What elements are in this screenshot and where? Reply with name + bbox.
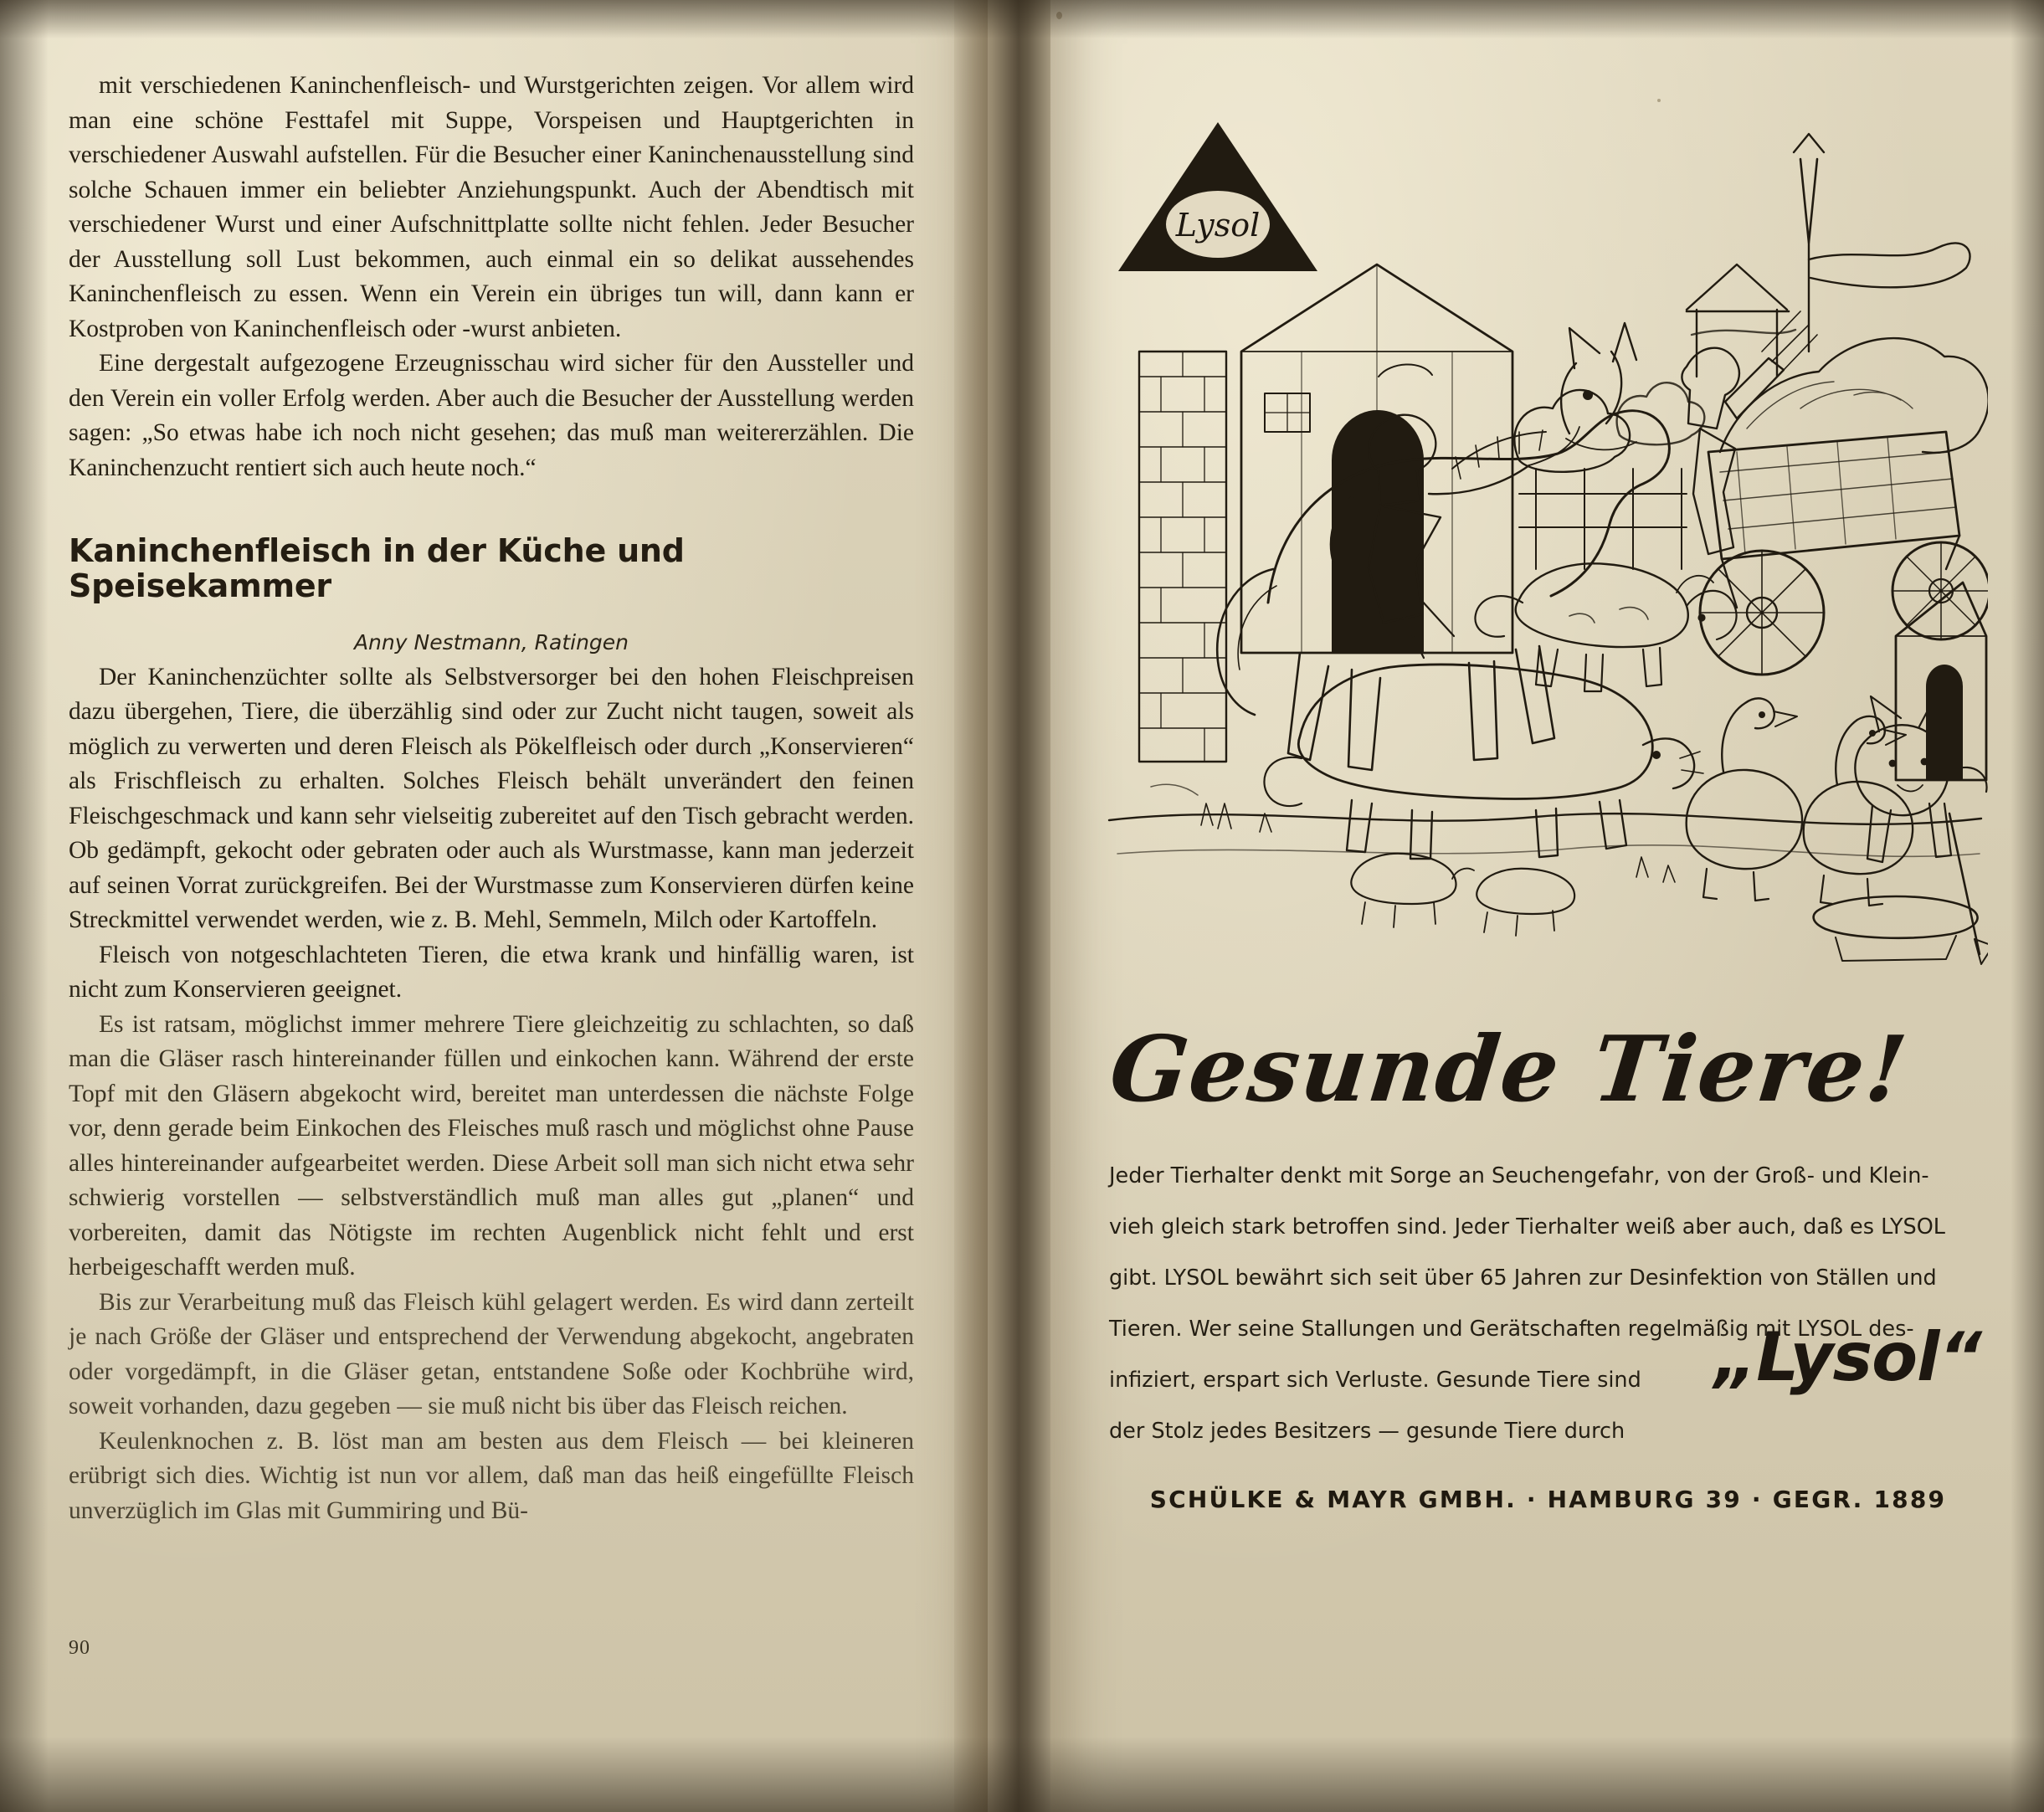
ad-body-line: vieh gleich stark betroffen sind. Jeder Tierhalter weiß aber auch, daß es LYSOL [1109, 1214, 1945, 1240]
lysol-advertisement [1101, 100, 1988, 1607]
ad-body-line: infiziert, erspart sich Verluste. Gesunde Tiere sind [1109, 1368, 1641, 1393]
right-page [1050, 0, 2044, 1812]
ad-body-line: der Stolz jedes Besitzers — gesunde Tiere durch [1109, 1419, 1625, 1444]
paragraph: Keulenknochen z. B. löst man am besten aus dem Fleisch — bei kleineren erübrigt sich dies. Wichtig ist nun vor allem, daß man das heiß eingefüllte Fleisch unverzüglich im Glas mit Gummiring und Bü- [69, 1427, 914, 1524]
lysol-logo [1113, 117, 1322, 276]
paper-speck [295, 1408, 299, 1412]
ad-headline: Gesunde Tiere! [1105, 1017, 1913, 1122]
paragraph: Es ist ratsam, möglichst immer mehrere Tiere gleichzeitig zu schlachten, so daß man die Gläser rasch hintereinander füllen und einkochen kann. Während der erste Topf mit den Gläsern abgekocht wird, bereitet man unterdessen die nächste Folge vor, denn gerade beim Einkochen des Fleisches muß rasch und möglichst ohne Pause alles hintereinander aufgearbeitet werden. Diese Arbeit soll man sich nicht etwa sehr schwierig vorstellen — selbstverständlich muß man alles gut „planen“ und vorbereiten, damit das Nötigste im rechten Augenblick nicht fehlt und erst herbeigeschafft werden muß. [69, 1010, 914, 1281]
lysol-brand-wordmark: „Lysol“ [1713, 1318, 1981, 1396]
article-title: Kaninchenfleisch in der Küche und Speisekammer [69, 532, 685, 604]
left-page [0, 0, 988, 1812]
paper-speck [1657, 99, 1661, 102]
left-page-text-column [69, 69, 914, 1528]
ad-body-text [1109, 1151, 1984, 1457]
ad-footer-company: SCHÜLKE & MAYR GMBH. · HAMBURG 39 · GEGR. 1889 [1149, 1486, 1947, 1513]
article-byline: Anny Nestmann, Ratingen [353, 630, 629, 654]
paragraph: Eine dergestalt aufgezogene Erzeugnisschau wird sicher für den Aussteller und den Verein ein voller Erfolg werden. Aber auch die Besucher der Ausstellung werden sagen: „So etwas habe ich noch nicht gesehen; das muß man weitererzählen. Die Kaninchenzucht rentiert sich auch heute noch.“ [69, 350, 914, 481]
page-number: 90 [69, 1637, 90, 1659]
ad-body-line: gibt. LYSOL bewährt sich seit über 65 Jahren zur Desinfektion von Ställen und [1109, 1265, 1937, 1291]
paper-speck [1056, 12, 1062, 19]
ad-body-line: Jeder Tierhalter denkt mit Sorge an Seuchengefahr, von der Groß- und Klein- [1109, 1163, 1929, 1188]
paragraph: Bis zur Verarbeitung muß das Fleisch kühl gelagert werden. Es wird dann zerteilt je nach Größe der Gläser und entsprechend der Verwendung abgekocht, angebraten oder vorgedämpft, in die Gläser getan, entstandene Soße oder Kochbrühe wird, soweit vorhanden, dazu gegeben — sie muß nicht bis über das Fleisch reichen. [69, 1288, 914, 1419]
farm-illustration [1101, 100, 1988, 1025]
paragraph: Der Kaninchenzüchter sollte als Selbstversorger bei den hohen Fleischpreisen dazu übergehen, Tiere, die überzählig sind oder zur Zucht nicht taugen, soweit als möglich zu verwerten und deren Fleisch als Pökelfleisch oder durch „Konservieren“ als Frischfleisch zu erhalten. Solches Fleisch behält unverändert den feinen Fleischgeschmack und kann sehr vielseitig zubereitet auf den Tisch gebracht werden. Ob gedämpft, gekocht oder gebraten oder auch als Wurstmasse, kann man jederzeit auf seinen Vorrat zurückgreifen. Bei der Wurstmasse zum Konservieren dürfen keine Streckmittel verwendet werden, wie z. B. Mehl, Semmeln, Milch oder Kartoffeln. [69, 663, 914, 933]
paragraph: Fleisch von notgeschlachteten Tieren, die etwa krank und hinfällig waren, ist nicht zum Konservieren geeignet. [69, 941, 914, 1003]
ad-body-line: Tieren. Wer seine Stallungen und Gerätschaften regelmäßig mit LYSOL des- [1109, 1317, 1914, 1342]
paragraph: mit verschiedenen Kaninchenfleisch- und Wurstgerichten zeigen. Vor allem wird man eine schöne Festtafel mit Suppe, Vorspeisen und Hauptgerichten in verschiedener Auswahl aufstellen. Für die Besucher einer Kaninchenausstellung sind solche Schauen immer ein beliebter Anziehungspunkt. Auch der Abendtisch mit verschiedener Wurst und einer Aufschnittplatte sollte nicht fehlen. Jeder Besucher der Ausstellung soll Lust bekommen, auch einmal ein so delikat aussehendes Kaninchenfleisch zu essen. Wenn ein Verein ein übriges tun will, dann kann er Kostproben von Kaninchenfleisch oder -wurst anbieten. [69, 72, 914, 342]
svg-text:Lysol: Lysol [1175, 207, 1261, 244]
